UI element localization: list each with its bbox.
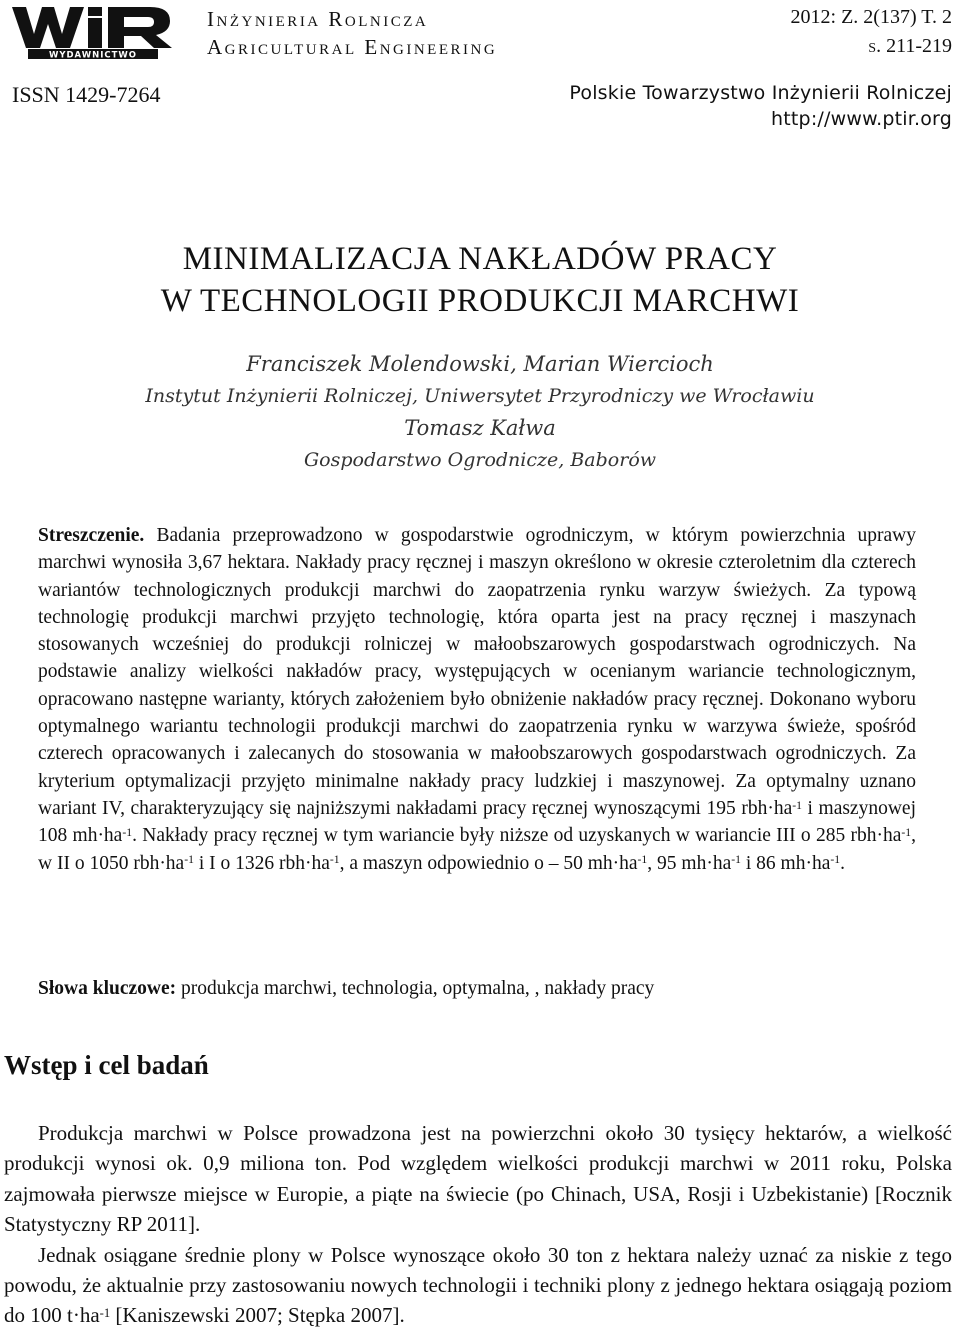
exponent: -1 [122, 826, 133, 840]
abstract-sentence-1: Badania przeprowadzono w gospodarstwie ogrodniczym, w którym powierzchnia uprawy marchwi wynosiła 3,67 hektara. [38, 525, 917, 574]
author-names-2: Tomasz Kałwa [404, 416, 556, 440]
issue-info [791, 3, 952, 61]
exponent: -1 [792, 798, 802, 812]
journal-title-en: Agricultural Engineering [207, 35, 498, 59]
abstract-body-e: i I o 1326 rbh·ha [193, 852, 330, 874]
abstract-body-d: , w II o 1050 rbh·ha [38, 825, 916, 874]
paper-title [0, 238, 960, 322]
abstract-body-g: , 95 mh·ha [647, 852, 732, 874]
exponent: -1 [99, 1305, 111, 1320]
author-names-1: Franciszek Molendowski, Marian Wiercioch [246, 352, 714, 376]
abstract-label: Streszczenie. [38, 525, 145, 546]
affiliation-2: Gospodarstwo Ogrodnicze, Baborów [303, 449, 657, 471]
society-name: Polskie Towarzystwo Inżynierii Rolniczej [569, 82, 952, 104]
abstract [38, 522, 916, 877]
abstract-body-h: i 86 mh·ha [740, 852, 831, 874]
society-url[interactable]: http://www.ptir.org [771, 108, 952, 130]
paper-title-line-1: MINIMALIZACJA NAKŁADÓW PRACY [182, 241, 778, 277]
abstract-sentence-2: Nakłady pracy ręcznej i maszyn określono w okresie czteroletnim dla czterech wariantów technologicznych produkcji marchwi do zaopatrzenia rynku warzyw świeżych. [38, 552, 917, 601]
exponent: -1 [329, 853, 340, 867]
page-range: s. 211-219 [868, 35, 952, 57]
section-body [4, 1118, 952, 1331]
abstract-body: Za typową technologię produkcji marchwi przyjęto technologię, która oparta jest na pracy ręcznej i maszynach stosowanych wcześniej do produkcji rolniczej w małoobszarowych gospodarstwach ogrodniczych. Na podstawie analizy wielkości nakładów pracy, występujących w ocenianym wariancie technologicznym, opracowano następne warianty, których założeniem było obniżenie nakładów pracy ręcznej. Dokonano wyboru optymalnego wariantu technologii produkcji marchwi do zaopatrzenia rynku w warzywa świeże, spośród czterech opracowanych i zalecanych do stosowania w małoobszarowych gospodarstwach ogrodniczych. Za kryterium optymalizacji przyjęto minimalne nakłady pracy ludzkiej i maszynowej. Za optymalny uznano wariant IV, charakteryzujący się najniższymi nakładami pracy ręcznej wynoszącymi 195 rbh·ha [38, 579, 917, 819]
abstract-body-i: . [840, 852, 845, 874]
issn: ISSN 1429-7264 [12, 82, 161, 107]
exponent: -1 [637, 853, 648, 867]
exponent: -1 [731, 853, 741, 867]
keywords [38, 978, 916, 1000]
paper-title-line-2: W TECHNOLOGII PRODUKCJI MARCHWI [160, 283, 800, 319]
journal-title [207, 5, 497, 61]
keywords-label: Słowa kluczowe: [38, 978, 177, 999]
journal-title-pl: Inżynieria Rolnicza [207, 7, 429, 31]
exponent: -1 [830, 853, 841, 867]
section-heading: Wstęp i cel badań [4, 1050, 209, 1080]
paragraph-2-text: Jednak osiągane średnie plony w Polsce wynoszące około 30 ton z hektara należy uznać za niskie z tego powodu, że aktualnie przy zastosowaniu nowych technologii i techniki plony z jednego hektara osiągają poziom do 100 t·ha [4, 1242, 952, 1328]
authors-block [0, 348, 960, 476]
page-header [0, 0, 960, 135]
paragraph-1: Produkcja marchwi w Polsce prowadzona jest na powierzchni około 30 tysięcy hektarów, a wielkość produkcji wynosi ok. 0,9 miliona ton. Pod względem wielkości produkcji marchwi w 2011 roku, Polska zajmowała pierwsze miejsce w Europie, a piąte na świecie (po Chinach, USA, Rosji i Uzbekistanie) [Rocznik Statystyczny RP 2011]. [4, 1121, 952, 1237]
paragraph-2-citation: [Kaniszewski 2007; Stępka 2007]. [110, 1303, 405, 1328]
abstract-body-b: i maszynowej 108 mh·ha [38, 797, 916, 847]
keywords-text: produkcja marchwi, technologia, optymalna, , nakłady pracy [181, 978, 655, 999]
abstract-body-f: , a maszyn odpowiednio o – 50 mh·ha [339, 852, 638, 874]
exponent: -1 [184, 853, 194, 867]
society-info [569, 80, 952, 132]
svg-text:WYDAWNICTWO: WYDAWNICTWO [48, 50, 138, 60]
volume-number: 2012: Z. 2(137) T. 2 [790, 6, 952, 28]
affiliation-1: Instytut Inżynierii Rolniczej, Uniwersytet Przyrodniczy we Wrocławiu [145, 385, 815, 407]
abstract-body-c: . Nakłady pracy ręcznej w tym wariancie były niższe od uzyskanych w wariancie III o 285 rbh·ha [132, 825, 902, 847]
exponent: -1 [901, 826, 912, 840]
publisher-logo [10, 4, 174, 60]
paragraph-2 [4, 1240, 952, 1331]
